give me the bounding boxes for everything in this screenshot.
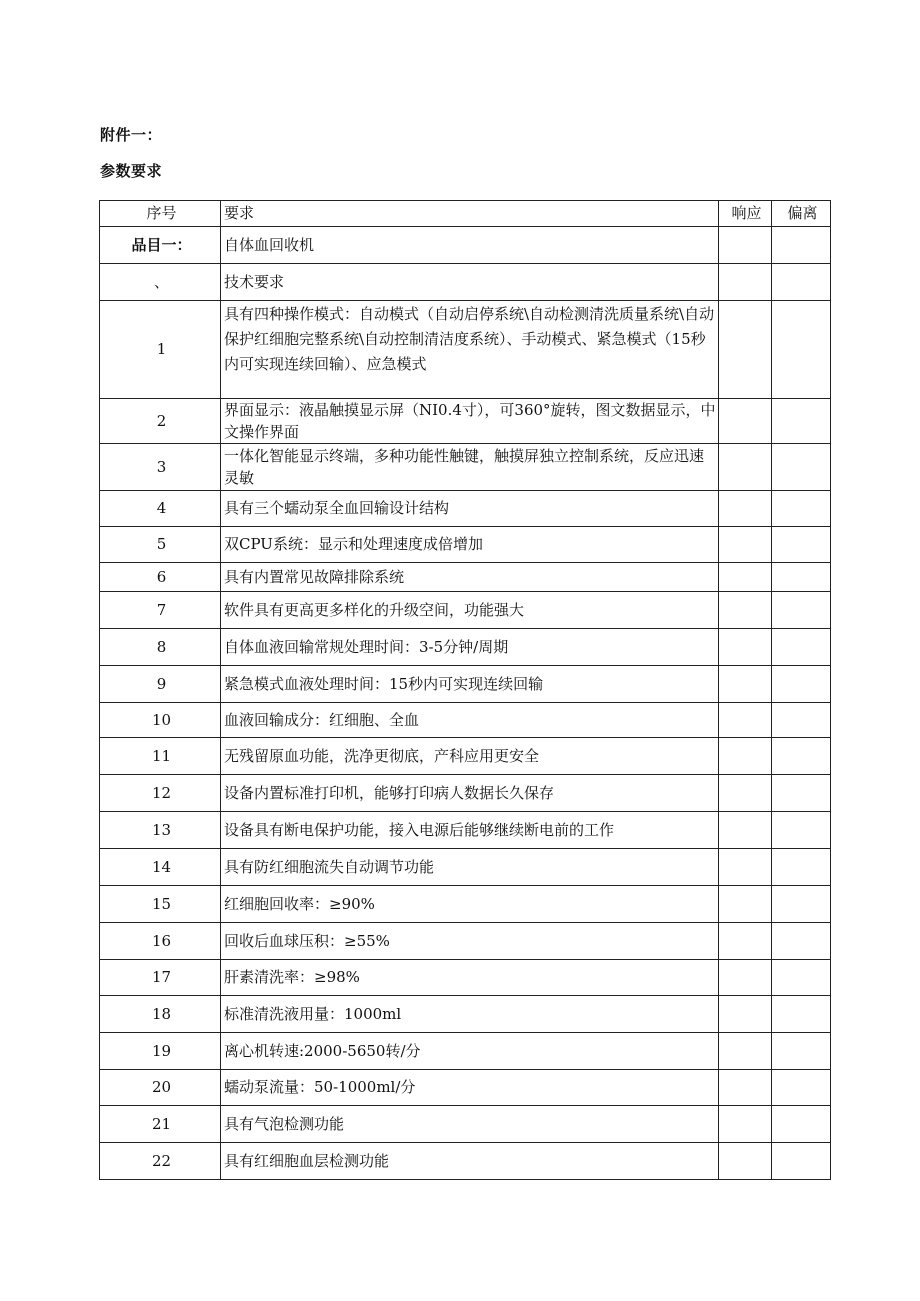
- row-response-cell[interactable]: [719, 399, 772, 444]
- header-response: 响应: [719, 201, 772, 227]
- row-requirement: 设备具有断电保护功能，接入电源后能够继续断电前的工作: [221, 812, 719, 849]
- table-row: [100, 227, 831, 264]
- row-requirement: 具有气泡检测功能: [221, 1106, 719, 1143]
- row-number: 4: [100, 491, 221, 527]
- row-deviation-cell[interactable]: [772, 775, 831, 812]
- row-requirement: 红细胞回收率：≥90%: [221, 886, 719, 923]
- row-requirement: 标准清洗液用量：1000ml: [221, 996, 719, 1033]
- row-requirement: 紧急模式血液处理时间：15秒内可实现连续回输: [221, 666, 719, 703]
- row-number: 13: [100, 812, 221, 849]
- row-number: 19: [100, 1033, 221, 1070]
- row-requirement: 技术要求: [221, 264, 719, 301]
- row-requirement: 回收后血球压积：≥55%: [221, 923, 719, 960]
- table-row: [100, 1070, 831, 1106]
- table-row: [100, 996, 831, 1033]
- row-number: 5: [100, 527, 221, 563]
- parameter-table: [99, 200, 831, 1180]
- table-row: [100, 629, 831, 666]
- table-row: [100, 849, 831, 886]
- row-number: 1: [100, 301, 221, 399]
- row-number: 、: [100, 264, 221, 301]
- row-deviation-cell[interactable]: [772, 629, 831, 666]
- table-row: [100, 666, 831, 703]
- table-row: [100, 812, 831, 849]
- row-requirement: 蠕动泵流量：50-1000ml/分: [221, 1070, 719, 1106]
- row-deviation-cell[interactable]: [772, 812, 831, 849]
- row-response-cell[interactable]: [719, 491, 772, 527]
- table-row: [100, 1106, 831, 1143]
- row-deviation-cell[interactable]: [772, 399, 831, 444]
- row-deviation-cell[interactable]: [772, 301, 831, 399]
- row-response-cell[interactable]: [719, 1106, 772, 1143]
- table-row: [100, 1143, 831, 1180]
- row-number: 22: [100, 1143, 221, 1180]
- header-no: 序号: [100, 201, 221, 227]
- section-title: 参数要求: [100, 162, 163, 180]
- row-number: 8: [100, 629, 221, 666]
- row-response-cell[interactable]: [719, 960, 772, 996]
- table-row: [100, 264, 831, 301]
- row-number: 15: [100, 886, 221, 923]
- table-row: [100, 1033, 831, 1070]
- table-row: [100, 592, 831, 629]
- table-row: [100, 527, 831, 563]
- row-number: 12: [100, 775, 221, 812]
- header-deviation: 偏离: [772, 201, 831, 227]
- row-number: 6: [100, 563, 221, 592]
- row-response-cell[interactable]: [719, 703, 772, 738]
- row-requirement: 肝素清洗率：≥98%: [221, 960, 719, 996]
- row-deviation-cell[interactable]: [772, 592, 831, 629]
- row-deviation-cell[interactable]: [772, 996, 831, 1033]
- row-number: 18: [100, 996, 221, 1033]
- row-response-cell[interactable]: [719, 227, 772, 264]
- row-requirement: 界面显示：液晶触摸显示屏（NI0.4寸），可360°旋转，图文数据显示，中文操作界面: [221, 399, 719, 444]
- row-number: 14: [100, 849, 221, 886]
- row-deviation-cell[interactable]: [772, 444, 831, 491]
- row-requirement: 自体血液回输常规处理时间：3-5分钟/周期: [221, 629, 719, 666]
- row-requirement: 软件具有更高更多样化的升级空间，功能强大: [221, 592, 719, 629]
- row-number: 16: [100, 923, 221, 960]
- table-row: [100, 960, 831, 996]
- row-number: 品目一：: [100, 227, 221, 264]
- row-number: 20: [100, 1070, 221, 1106]
- row-response-cell[interactable]: [719, 264, 772, 301]
- row-requirement: 具有内置常见故障排除系统: [221, 563, 719, 592]
- row-requirement: 血液回输成分：红细胞、全血: [221, 703, 719, 738]
- row-requirement: 具有三个蠕动泵全血回输设计结构: [221, 491, 719, 527]
- table-header-row: [100, 201, 831, 227]
- table-row: [100, 399, 831, 444]
- row-requirement: 离心机转速:2000-5650转/分: [221, 1033, 719, 1070]
- row-deviation-cell[interactable]: [772, 738, 831, 775]
- row-requirement: 设备内置标准打印机，能够打印病人数据长久保存: [221, 775, 719, 812]
- row-number: 21: [100, 1106, 221, 1143]
- attachment-label: 附件一：: [100, 126, 163, 144]
- row-response-cell[interactable]: [719, 629, 772, 666]
- header-requirement: 要求: [221, 201, 719, 227]
- row-deviation-cell[interactable]: [772, 1106, 831, 1143]
- table-row: [100, 775, 831, 812]
- row-response-cell[interactable]: [719, 1070, 772, 1106]
- row-number: 2: [100, 399, 221, 444]
- row-response-cell[interactable]: [719, 849, 772, 886]
- table-row: [100, 886, 831, 923]
- table-row: [100, 738, 831, 775]
- row-response-cell[interactable]: [719, 592, 772, 629]
- row-deviation-cell[interactable]: [772, 703, 831, 738]
- row-number: 3: [100, 444, 221, 491]
- row-requirement: 具有红细胞血层检测功能: [221, 1143, 719, 1180]
- table-row: [100, 444, 831, 491]
- row-deviation-cell[interactable]: [772, 1070, 831, 1106]
- row-deviation-cell[interactable]: [772, 1033, 831, 1070]
- row-deviation-cell[interactable]: [772, 886, 831, 923]
- row-response-cell[interactable]: [719, 444, 772, 491]
- row-deviation-cell[interactable]: [772, 227, 831, 264]
- row-deviation-cell[interactable]: [772, 923, 831, 960]
- table-row: [100, 563, 831, 592]
- row-requirement: 双CPU系统：显示和处理速度成倍增加: [221, 527, 719, 563]
- row-deviation-cell[interactable]: [772, 666, 831, 703]
- row-response-cell[interactable]: [719, 527, 772, 563]
- table-row: [100, 703, 831, 738]
- row-response-cell[interactable]: [719, 812, 772, 849]
- row-number: 17: [100, 960, 221, 996]
- row-number: 9: [100, 666, 221, 703]
- row-deviation-cell[interactable]: [772, 491, 831, 527]
- row-response-cell[interactable]: [719, 563, 772, 592]
- row-deviation-cell[interactable]: [772, 1143, 831, 1180]
- row-deviation-cell[interactable]: [772, 563, 831, 592]
- row-response-cell[interactable]: [719, 1143, 772, 1180]
- row-requirement: 无残留原血功能，洗净更彻底，产科应用更安全: [221, 738, 719, 775]
- row-response-cell[interactable]: [719, 301, 772, 399]
- parameter-table-body: [100, 201, 831, 1180]
- row-requirement: 自体血回收机: [221, 227, 719, 264]
- row-response-cell[interactable]: [719, 923, 772, 960]
- row-number: 7: [100, 592, 221, 629]
- row-number: 11: [100, 738, 221, 775]
- row-response-cell[interactable]: [719, 666, 772, 703]
- table-row: [100, 923, 831, 960]
- table-row: [100, 301, 831, 399]
- row-requirement: 一体化智能显示终端，多种功能性触键，触摸屏独立控制系统，反应迅速灵敏: [221, 444, 719, 491]
- row-response-cell[interactable]: [719, 775, 772, 812]
- row-deviation-cell[interactable]: [772, 527, 831, 563]
- row-deviation-cell[interactable]: [772, 960, 831, 996]
- table-row: [100, 491, 831, 527]
- row-response-cell[interactable]: [719, 996, 772, 1033]
- row-response-cell[interactable]: [719, 1033, 772, 1070]
- row-response-cell[interactable]: [719, 886, 772, 923]
- row-requirement: 具有四种操作模式：自动模式（自动启停系统\自动检测清洗质量系统\自动保护红细胞完整系统\自动控制清洁度系统）、手动模式、紧急模式（15秒内可实现连续回输）、应急模式: [221, 301, 719, 399]
- row-deviation-cell[interactable]: [772, 264, 831, 301]
- row-response-cell[interactable]: [719, 738, 772, 775]
- row-requirement: 具有防红细胞流失自动调节功能: [221, 849, 719, 886]
- row-number: 10: [100, 703, 221, 738]
- row-deviation-cell[interactable]: [772, 849, 831, 886]
